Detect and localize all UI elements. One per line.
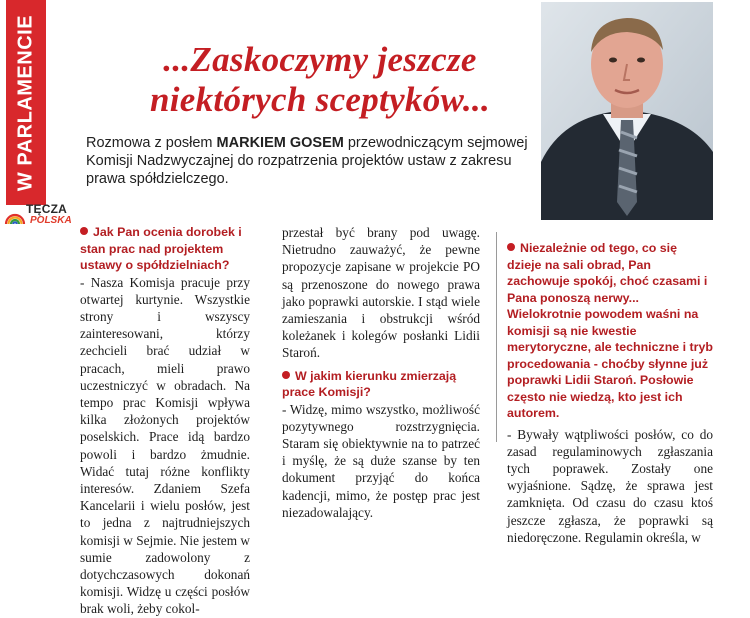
article-column-1 (80, 224, 250, 618)
lead-name: MARKIEM GOSEM (216, 135, 344, 151)
title-line1: ...Zaskoczymy jeszcze (163, 40, 477, 79)
tecza-polska-logo (4, 202, 72, 232)
section-sidebar (6, 0, 46, 205)
answer-2: - Widzę, mimo wszystko, możliwość pozytywnego rozstrzygnięcia. Staram się obiektywnie na to patrzeć i myślę, że są duże szanse by ten dokument przyjąć do końca kadencji, mimo, że postęp prac jest niezadowalający. (282, 401, 480, 520)
article-column-3 (507, 240, 713, 546)
bullet-dot-icon (80, 227, 88, 235)
question-3: Niezależnie od tego, co się dzieje na sali obrad, Pan zachowuje spokój, choć czasami i Pana ponoszą nerwy... Wielokrotnie powodem waśni na komisji są nie kwestie merytoryczne, ale techniczne i tryb procedowania - choćby słynne już poprawki Lidii Staroń. Posłowie często nie wiedzą, kto jest ich autorem. (507, 241, 713, 420)
answer-1: - Nasza Komisja pracuje przy otwartej kurtynie. Wszystkie strony i wszyscy zainteresowani, którzy zechcieli brać udział w pracach, mieli prawo uczestniczyć w obradach. Na tempo prac Komisji wpływa kilka złożonych projektów poselskich. Prace idą bardzo powoli i bardzo żmudnie. Widać tutaj różne konflikty interesów. Zdaniem Szefa Kancelarii i wielu posłów, jest to jedna z najtrudniejszych komisji w Sejmie. Nie jestem w sumie zadowolony z dotychczasowych dokonań komisji. Widzę u części posłów brak woli, żeby cokol- (80, 274, 250, 617)
article-lead (86, 134, 541, 188)
section-label: W PARLAMENCIE (14, 14, 37, 191)
answer-3: - Bywały wątpliwości posłów, co do zasad regulaminowych zgłaszania tych poprawek. Zostały one wyjaśnione. Sądzę, że sprawa jest zamknięta. Od czasu do czasu ktoś jeszcze zgłasza, że poprawki są niedoręczone. Regulamin określa, w (507, 426, 713, 545)
question-2: W jakim kierunku zmierzają prace Komisji? (282, 368, 457, 400)
lead-before: Rozmowa z posłem (86, 135, 217, 151)
title-line2: niektórych sceptyków... (150, 80, 490, 119)
logo-line1: TĘCZA (26, 202, 67, 216)
answer-1-continued: przestał być brany pod uwagę. Nietrudno zauważyć, że pewne propozycje zapisane w projekcie PO są przenoszone do nowego prawa jako poprawki autorskie. I stąd wiele zamieszania i obstrukcji wśród koleżanek i kolegów posłanki Lidii Staroń. (282, 225, 480, 361)
bullet-dot-icon (282, 371, 290, 379)
portrait-photo (541, 2, 713, 220)
logo-line2: POLSKA (30, 215, 72, 226)
column-divider (496, 232, 497, 442)
article-column-2 (282, 224, 480, 521)
bullet-dot-icon (507, 243, 515, 251)
rainbow-icon (4, 204, 26, 226)
article-title (60, 40, 580, 120)
lead-after: przewodniczącym sejmowej Komisji Nadzwyczajnej do rozpatrzenia projektów ustaw z zakresu prawa spółdzielczego. (86, 135, 528, 187)
question-1: Jak Pan ocenia dorobek i stan prac nad projektem ustawy o spółdzielniach? (80, 225, 242, 272)
